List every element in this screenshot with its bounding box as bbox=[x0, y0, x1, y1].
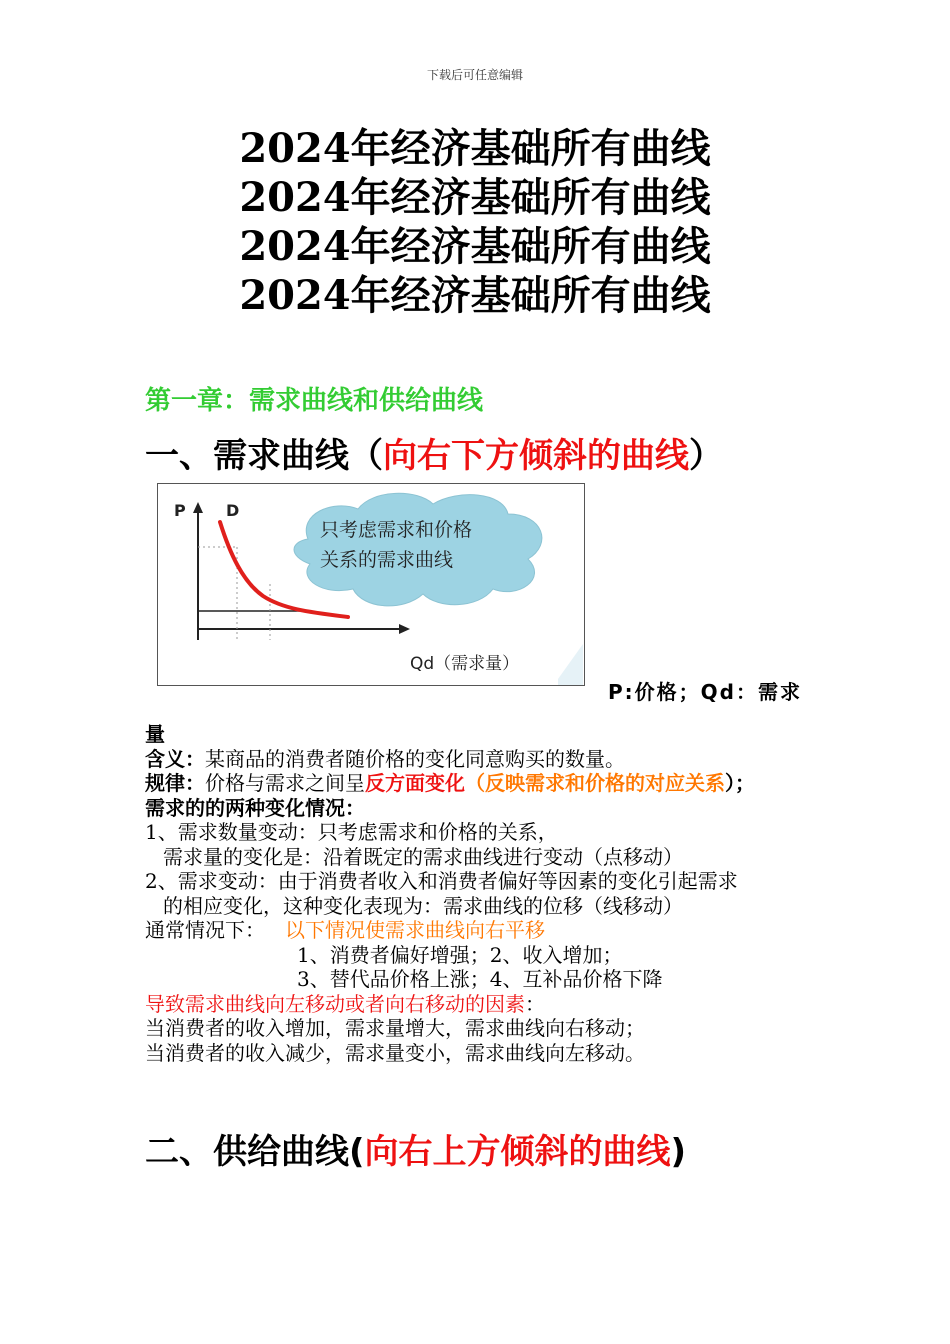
cloud-text-line1: 只考虑需求和价格 bbox=[320, 519, 473, 541]
factors-red-text: 导致需求曲线向左移动或者向右移动的因素 bbox=[145, 991, 525, 1016]
d-curve-label: D bbox=[226, 501, 240, 520]
factors-suffix: ： bbox=[525, 991, 545, 1016]
section-heading-demand bbox=[145, 428, 723, 477]
rule-text: 价格与需求之间呈 bbox=[205, 771, 365, 795]
watermark-shape bbox=[558, 644, 583, 685]
rule-orange-text: （反映需求和价格的对应关系 bbox=[465, 771, 725, 795]
section-heading-suffix: ) bbox=[670, 1132, 687, 1172]
income-up-line: 当消费者的收入增加，需求量增大，需求曲线向右移动； bbox=[145, 1016, 645, 1040]
title-line: 2024年经济基础所有曲线 bbox=[239, 125, 711, 172]
usual-paragraph bbox=[145, 918, 815, 943]
item2-line1: 2、需求变动：由于消费者收入和消费者偏好等因素的变化引起需求 bbox=[145, 869, 738, 893]
title-line: 2024年经济基础所有曲线 bbox=[239, 174, 711, 221]
usual-label: 通常情况下： bbox=[145, 918, 265, 942]
x-axis-arrow-icon bbox=[399, 624, 410, 634]
figure-legend: P:价格；Qd：需求 bbox=[608, 680, 802, 704]
cases-line1: 1、消费者偏好增强；2、收入增加； bbox=[297, 942, 623, 967]
factors-paragraph bbox=[145, 992, 815, 1017]
section-heading-suffix: ） bbox=[689, 436, 723, 476]
y-axis-arrow-icon bbox=[193, 502, 203, 513]
rule-label: 规律： bbox=[145, 771, 205, 795]
p-axis-label: P bbox=[174, 501, 186, 520]
item2-line2: 的相应变化，这种变化表现为：需求曲线的位移（线移动） bbox=[163, 893, 683, 918]
rule-paragraph bbox=[145, 771, 815, 796]
demand-curve-figure bbox=[157, 483, 585, 686]
meaning-label: 含义： bbox=[145, 746, 205, 771]
rule-suffix: ）； bbox=[725, 771, 755, 795]
cloud-text-line2: 关系的需求曲线 bbox=[320, 549, 454, 571]
meaning-text: 某商品的消费者随价格的变化同意购买的数量。 bbox=[205, 746, 625, 771]
demand-curve-svg bbox=[158, 484, 584, 685]
two-changes-heading: 需求的的两种变化情况： bbox=[145, 795, 365, 820]
legend-continuation: 量 bbox=[145, 722, 165, 746]
title-line: 2024年经济基础所有曲线 bbox=[239, 223, 711, 270]
chapter-heading: 第一章：需求曲线和供给曲线 bbox=[145, 386, 484, 416]
rule-red-text: 反方面变化 bbox=[365, 771, 465, 795]
item1-line1: 1、需求数量变动：只考虑需求和价格的关系， bbox=[145, 820, 558, 844]
section-heading-highlight: 向右上方倾斜的曲线 bbox=[364, 1132, 671, 1172]
section-heading-highlight: 向右下方倾斜的曲线 bbox=[383, 436, 689, 476]
meaning-paragraph bbox=[145, 747, 815, 772]
title-line: 2024年经济基础所有曲线 bbox=[239, 272, 711, 319]
document-title bbox=[0, 124, 950, 320]
qd-axis-label: Qd（需求量） bbox=[410, 654, 520, 674]
usual-highlight: 以下情况使需求曲线向右平移 bbox=[285, 918, 545, 942]
section-heading-supply bbox=[145, 1124, 686, 1173]
body-content bbox=[145, 722, 815, 1065]
page-header-note: 下载后可任意编辑 bbox=[426, 68, 523, 82]
section-heading-prefix: 二、供给曲线( bbox=[145, 1132, 365, 1172]
cases-line2: 3、替代品价格上涨；4、互补品价格下降 bbox=[297, 967, 663, 991]
item1-line2: 需求量的变化是：沿着既定的需求曲线进行变动（点移动） bbox=[163, 844, 683, 869]
income-down-line: 当消费者的收入减少，需求量变小，需求曲线向左移动。 bbox=[145, 1040, 645, 1065]
section-heading-prefix: 一、需求曲线（ bbox=[145, 436, 383, 476]
